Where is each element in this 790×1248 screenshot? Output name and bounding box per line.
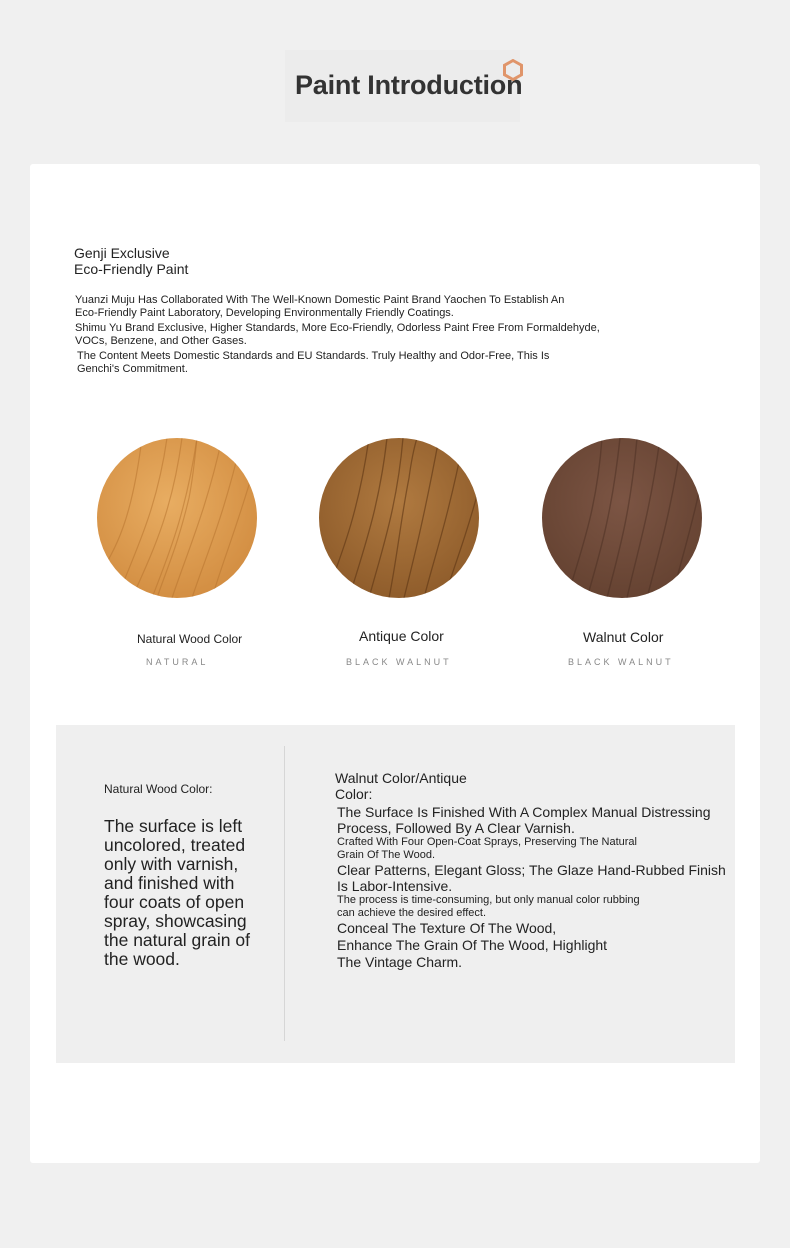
- detail-line: The Vintage Charm.: [337, 954, 463, 970]
- intro-line: Shimu Yu Brand Exclusive, Higher Standards, More Eco-Friendly, Odorless Paint Free From Formaldehyde,: [75, 322, 600, 334]
- intro-body: [75, 294, 675, 376]
- intro-line: The Content Meets Domestic Standards and EU Standards. Truly Healthy and Odor-Free, This Is: [77, 350, 550, 362]
- detail-line: Conceal The Texture Of The Wood,: [337, 920, 557, 936]
- natural-detail-body: The surface is left uncolored, treated only with varnish, and finished with four coats of open spray, showcasing the natural grain of the wood.: [104, 816, 250, 969]
- walnut-heading-line: Walnut Color/Antique: [335, 770, 467, 786]
- panel-divider: [284, 746, 285, 1041]
- intro-line: Genchi's Commitment.: [77, 363, 188, 375]
- walnut-color-name: Walnut Color: [583, 629, 664, 645]
- intro-line: Yuanzi Muju Has Collaborated With The Well-Known Domestic Paint Brand Yaochen To Establish An: [75, 294, 565, 306]
- detail-line: Process, Followed By A Clear Varnish.: [337, 820, 575, 836]
- intro-line: Eco-Friendly Paint Laboratory, Developing Environmentally Friendly Coatings.: [75, 307, 454, 319]
- detail-line: The process is time-consuming, but only manual color rubbing: [337, 894, 640, 906]
- intro-title-line: Genji Exclusive: [74, 245, 170, 261]
- walnut-heading-line: Color:: [335, 786, 373, 802]
- detail-line: Clear Patterns, Elegant Gloss; The Glaze Hand-Rubbed Finish: [337, 862, 726, 878]
- intro-title: [74, 245, 188, 277]
- walnut-detail-list: [337, 804, 757, 971]
- natural-detail-heading: Natural Wood Color:: [104, 782, 213, 796]
- walnut-detail-item: [337, 836, 757, 862]
- detail-line: The Surface Is Finished With A Complex Manual Distressing: [337, 804, 711, 820]
- page-title: Paint Introduction: [295, 70, 523, 100]
- walnut-detail-heading: [335, 770, 515, 802]
- intro-title-line: Eco-Friendly Paint: [74, 261, 189, 277]
- walnut-color-sub: BLACK WALNUT: [568, 657, 674, 667]
- intro-paragraph: [77, 350, 675, 376]
- detail-line: Grain Of The Wood.: [337, 849, 436, 861]
- detail-line: can achieve the desired effect.: [337, 907, 487, 919]
- natural-color-sub: NATURAL: [146, 657, 209, 667]
- antique-swatch: [319, 438, 479, 598]
- walnut-detail-item: [337, 920, 757, 971]
- detail-line: Enhance The Grain Of The Wood, Highlight: [337, 937, 608, 953]
- hexagon-icon: [502, 59, 524, 81]
- natural-color-name: Natural Wood Color: [137, 632, 243, 646]
- walnut-detail-item: [337, 862, 757, 894]
- intro-paragraph: [75, 322, 675, 348]
- intro-line: VOCs, Benzene, and Other Gases.: [75, 335, 247, 347]
- detail-line: Is Labor-Intensive.: [337, 878, 453, 894]
- walnut-swatch: [542, 438, 702, 598]
- walnut-detail-item: [337, 804, 757, 836]
- walnut-detail-item: [337, 894, 757, 920]
- antique-color-sub: BLACK WALNUT: [346, 657, 452, 667]
- natural-wood-swatch: [97, 438, 257, 598]
- antique-color-name: Antique Color: [359, 628, 444, 644]
- detail-line: Crafted With Four Open-Coat Sprays, Preserving The Natural: [337, 836, 637, 848]
- intro-paragraph: [75, 294, 675, 320]
